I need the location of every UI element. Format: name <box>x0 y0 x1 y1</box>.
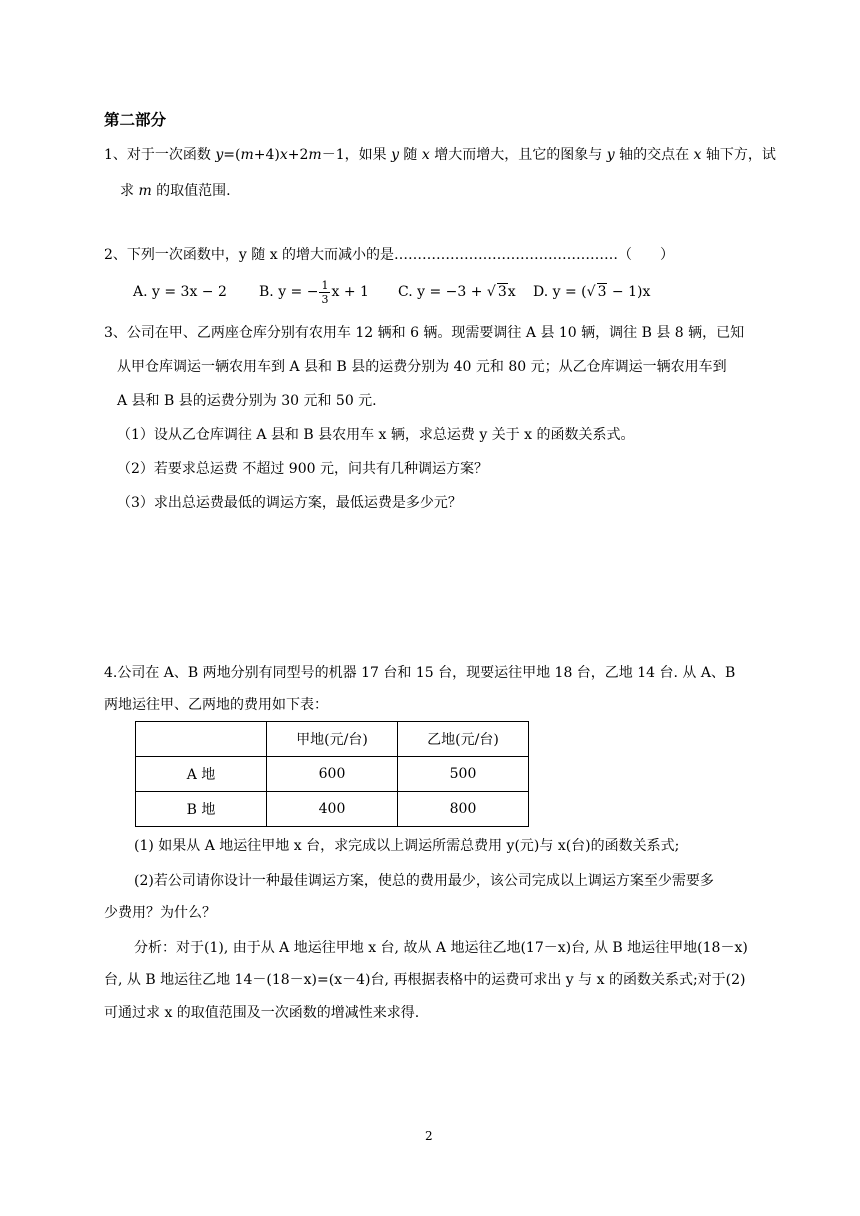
q2-option-c: C. y = −3 + √ 3x <box>398 284 516 300</box>
table-cell: 500 <box>398 757 529 792</box>
q4-analysis-line3: 可通过求 x 的取值范围及一次函数的增减性来求得. <box>104 1005 420 1021</box>
table-cell: B 地 <box>136 792 267 827</box>
cost-table <box>135 721 529 827</box>
q2-option-a: A. y = 3x − 2 <box>133 284 227 300</box>
q2-option-b: B. y = − $\frac{1}{3}$ x + 1 <box>259 278 369 306</box>
table-row <box>136 792 529 827</box>
q1-line1: 1、对于一次函数 y=(m+4)x+2m－1，如果 y 随 x 增大而增大，且它的图象与 y 轴的交点在 x 轴下方，试 <box>104 147 776 163</box>
q3-line3: A 县和 B 县的运费分别为 30 元和 50 元. <box>117 393 377 409</box>
table-cell: 600 <box>267 757 398 792</box>
q1-line2: 求 m 的取值范围. <box>120 183 231 199</box>
q3-line2: 从甲仓库调运一辆农用车到 A 县和 B 县的运费分别为 40 元和 80 元；从乙仓库调运一辆农用车到 <box>117 359 727 375</box>
q3-line1: 3、公司在甲、乙两座仓库分别有农用车 12 辆和 6 辆。现需要调往 A 县 10 辆，调往 B 县 8 辆，已知 <box>104 325 745 341</box>
table-header-cell: 乙地(元/台) <box>398 722 529 757</box>
q4-analysis-line2: 台, 从 B 地运往乙地 14－(18－x)=(x－4)台, 再根据表格中的运费可求出 y 与 x 的函数关系式;对于(2) <box>104 972 746 988</box>
table-cell: A 地 <box>136 757 267 792</box>
table-row <box>136 757 529 792</box>
q2-stem: 2、下列一次函数中，y 随 x 的增大而减小的是…………………………………………（ ） <box>104 247 675 263</box>
q3-sub3: （3）求出总运费最低的调运方案，最低运费是多少元？ <box>117 495 462 511</box>
table-cell: 800 <box>398 792 529 827</box>
q4-line1: 4.公司在 A、B 两地分别有同型号的机器 17 台和 15 台，现要运往甲地 18 台，乙地 14 台. 从 A、B <box>104 665 736 681</box>
q3-sub2: （2）若要求总运费 不超过 900 元，问共有几种调运方案？ <box>117 461 488 477</box>
table-header-row <box>136 722 529 757</box>
q4-analysis-line1: 分析：对于(1), 由于从 A 地运往甲地 x 台, 故从 A 地运往乙地(17－x)台, 从 B 地运往甲地(18－x) <box>134 940 748 956</box>
table-cell: 400 <box>267 792 398 827</box>
q2-option-d: D. y = (√ 3 − 1)x <box>533 284 651 300</box>
table-header-cell <box>136 722 267 757</box>
table-header-cell: 甲地(元/台) <box>267 722 398 757</box>
q4-sub1: (1) 如果从 A 地运往甲地 x 台，求完成以上调运所需总费用 y(元)与 x(台)的函数关系式; <box>134 838 680 854</box>
q4-sub2-line1: (2)若公司请你设计一种最佳调运方案，使总的费用最少，该公司完成以上调运方案至少需要多 <box>134 873 714 889</box>
q4-sub2-line2: 少费用？为什么？ <box>104 905 216 921</box>
q3-sub1: （1）设从乙仓库调往 A 县和 B 县农用车 x 辆，求总运费 y 关于 x 的函数关系式。 <box>117 427 635 443</box>
q4-line2: 两地运往甲、乙两地的费用如下表： <box>104 697 328 713</box>
page-number: 2 <box>425 1129 433 1143</box>
section-title: 第二部分 <box>104 111 167 129</box>
